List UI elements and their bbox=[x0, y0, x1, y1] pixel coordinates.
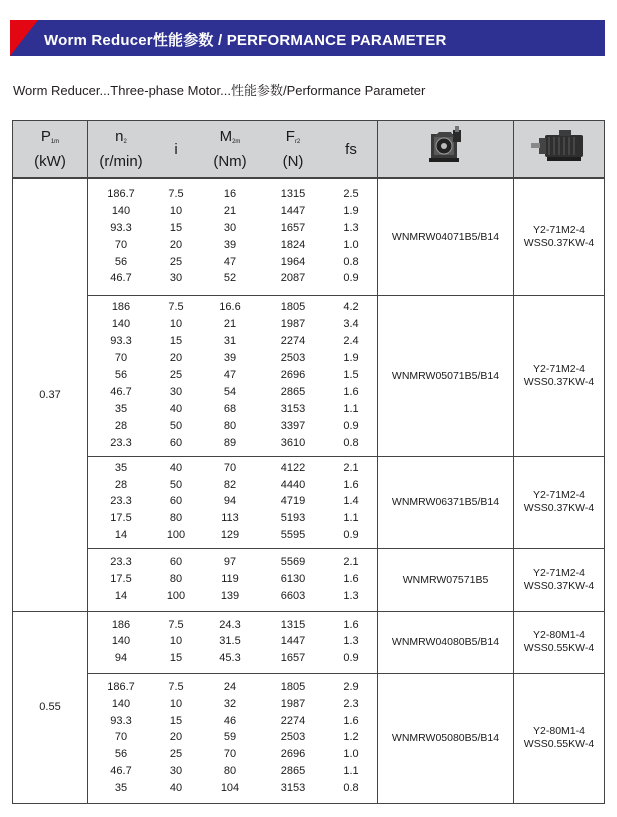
torque-cell: 45.3 bbox=[219, 652, 241, 665]
motor-model-line: WSS0.55KW-4 bbox=[523, 738, 595, 750]
ratio-cell: 7.5 bbox=[168, 680, 184, 693]
torque-cell: 21 bbox=[223, 318, 237, 331]
speed-cell: 70 bbox=[114, 352, 128, 365]
service-factor-cell: 2.1 bbox=[343, 556, 359, 569]
speed-cell: 186 bbox=[111, 301, 131, 314]
torque-cell: 47 bbox=[223, 368, 237, 381]
radial-force-cell: 1447 bbox=[280, 204, 306, 217]
speed-cell: 56 bbox=[114, 255, 128, 268]
table-subtitle: Worm Reducer...Three-phase Motor...性能参数/Performance Parameter bbox=[13, 83, 426, 98]
ratio-cell: 50 bbox=[169, 419, 183, 432]
ratio-cell: 10 bbox=[169, 697, 183, 710]
torque-cell: 46 bbox=[223, 714, 237, 727]
ratio-cell: 20 bbox=[169, 352, 183, 365]
reducer-model-cell: WNMRW06371B5/B14 bbox=[378, 456, 514, 548]
torque-cell: 70 bbox=[223, 748, 237, 761]
torque-cell: 39 bbox=[223, 352, 237, 365]
ratio-cell: 20 bbox=[169, 238, 183, 251]
service-factor-cell: 1.1 bbox=[343, 765, 359, 778]
speed-cell: 70 bbox=[114, 731, 128, 744]
ratio-cell: 7.5 bbox=[168, 618, 184, 631]
table-row bbox=[88, 460, 378, 477]
service-factor-cell: 0.9 bbox=[343, 652, 359, 665]
service-factor-cell: 1.9 bbox=[343, 204, 359, 217]
torque-cell: 113 bbox=[221, 512, 239, 525]
speed-cell: 46.7 bbox=[110, 385, 132, 398]
reducer-model-cell: WNMRW04071B5/B14 bbox=[378, 178, 514, 295]
worm-reducer-icon bbox=[425, 124, 467, 174]
speed-cell: 23.3 bbox=[110, 436, 132, 449]
table-row bbox=[88, 746, 378, 763]
header-motor-image bbox=[514, 121, 605, 179]
speed-cell: 93.3 bbox=[110, 714, 132, 727]
radial-force-cell: 2865 bbox=[280, 765, 306, 778]
torque-cell: 80 bbox=[223, 765, 237, 778]
service-factor-cell: 1.0 bbox=[343, 238, 359, 251]
speed-cell: 35 bbox=[114, 461, 128, 474]
service-factor-cell: 1.0 bbox=[343, 748, 359, 761]
motor-model-line: Y2-71M2-4 bbox=[533, 489, 585, 501]
header-data-columns bbox=[88, 121, 378, 179]
ratio-cell: 60 bbox=[169, 436, 183, 449]
speed-cell: 140 bbox=[111, 635, 131, 648]
motor-model-line: Y2-71M2-4 bbox=[533, 566, 585, 579]
torque-cell: 31 bbox=[223, 335, 237, 348]
reducer-group-row bbox=[13, 548, 605, 611]
radial-force-cell: 3397 bbox=[280, 419, 306, 432]
speed-cell: 35 bbox=[114, 402, 128, 415]
speed-cell: 56 bbox=[114, 368, 128, 381]
reducer-group-row bbox=[13, 456, 605, 548]
performance-values-cell bbox=[88, 673, 378, 803]
service-factor-cell: 0.9 bbox=[343, 529, 359, 542]
motor-model-cell bbox=[514, 178, 605, 295]
table-row bbox=[88, 650, 378, 667]
table-row bbox=[88, 367, 378, 384]
radial-force-cell: 3153 bbox=[280, 402, 306, 415]
torque-cell: 119 bbox=[221, 572, 239, 585]
speed-cell: 17.5 bbox=[110, 512, 132, 525]
motor-model-line: WSS0.37KW-4 bbox=[523, 375, 595, 388]
torque-cell: 30 bbox=[223, 221, 237, 234]
radial-force-cell: 2274 bbox=[280, 714, 306, 727]
header-torque: M2m (Nm) bbox=[213, 127, 247, 170]
radial-force-cell: 2696 bbox=[280, 368, 306, 381]
ratio-cell: 40 bbox=[169, 782, 183, 795]
table-row bbox=[88, 730, 378, 747]
ratio-cell: 40 bbox=[169, 461, 183, 474]
ratio-cell: 40 bbox=[169, 402, 183, 415]
torque-cell: 39 bbox=[223, 238, 237, 251]
radial-force-cell: 1657 bbox=[280, 221, 306, 234]
motor-model-line: Y2-71M2-4 bbox=[533, 362, 585, 375]
electric-motor-icon bbox=[529, 129, 589, 169]
torque-cell: 139 bbox=[220, 589, 240, 602]
radial-force-cell: 2087 bbox=[280, 272, 306, 285]
table-row bbox=[88, 350, 378, 367]
radial-force-cell: 5595 bbox=[280, 529, 306, 542]
torque-cell: 80 bbox=[223, 419, 237, 432]
radial-force-cell: 4122 bbox=[280, 461, 306, 474]
table-row bbox=[88, 780, 378, 797]
table-row bbox=[88, 510, 378, 527]
radial-force-cell: 2503 bbox=[280, 731, 306, 744]
ratio-cell: 20 bbox=[169, 731, 183, 744]
speed-cell: 70 bbox=[114, 238, 128, 251]
ratio-cell: 60 bbox=[169, 495, 183, 508]
ratio-cell: 80 bbox=[169, 512, 183, 525]
torque-cell: 24 bbox=[223, 680, 237, 693]
table-row bbox=[88, 220, 378, 237]
ratio-cell: 10 bbox=[169, 318, 183, 331]
speed-cell: 23.3 bbox=[110, 495, 132, 508]
ratio-cell: 60 bbox=[169, 556, 183, 569]
ratio-cell: 15 bbox=[169, 714, 183, 727]
torque-cell: 21 bbox=[223, 204, 237, 217]
service-factor-cell: 2.4 bbox=[343, 335, 359, 348]
ratio-cell: 25 bbox=[169, 368, 183, 381]
ratio-cell: 10 bbox=[169, 204, 183, 217]
torque-cell: 82 bbox=[223, 478, 237, 491]
performance-table bbox=[12, 120, 605, 804]
service-factor-cell: 1.3 bbox=[343, 589, 359, 602]
radial-force-cell: 2503 bbox=[280, 352, 306, 365]
header-red-accent bbox=[10, 20, 38, 56]
table-row bbox=[88, 554, 378, 571]
torque-cell: 52 bbox=[223, 272, 237, 285]
torque-cell: 16.6 bbox=[219, 301, 241, 314]
radial-force-cell: 6130 bbox=[280, 572, 306, 585]
table-row bbox=[88, 617, 378, 634]
service-factor-cell: 4.2 bbox=[343, 301, 359, 314]
ratio-cell: 7.5 bbox=[168, 301, 184, 314]
radial-force-cell: 4719 bbox=[280, 495, 306, 508]
service-factor-cell: 0.9 bbox=[343, 419, 359, 432]
service-factor-cell: 2.9 bbox=[343, 680, 359, 693]
motor-model-line: WSS0.37KW-4 bbox=[523, 236, 595, 249]
table-row bbox=[88, 316, 378, 333]
service-factor-cell: 1.3 bbox=[343, 221, 359, 234]
motor-model-cell bbox=[514, 295, 605, 456]
ratio-cell: 10 bbox=[169, 635, 183, 648]
motor-model-line: WSS0.55KW-4 bbox=[523, 642, 595, 654]
speed-cell: 17.5 bbox=[110, 572, 132, 585]
torque-cell: 32 bbox=[223, 697, 237, 710]
speed-cell: 186.7 bbox=[107, 188, 135, 201]
ratio-cell: 100 bbox=[166, 529, 186, 542]
table-row bbox=[88, 679, 378, 696]
radial-force-cell: 1447 bbox=[280, 635, 306, 648]
speed-cell: 140 bbox=[111, 697, 131, 710]
service-factor-cell: 1.4 bbox=[343, 495, 359, 508]
performance-values-list bbox=[88, 617, 378, 668]
ratio-cell: 7.5 bbox=[168, 188, 184, 201]
radial-force-cell: 2865 bbox=[280, 385, 306, 398]
motor-model-line: WSS0.37KW-4 bbox=[523, 502, 595, 514]
table-row bbox=[88, 588, 378, 605]
motor-model-line: WSS0.37KW-4 bbox=[523, 579, 595, 592]
torque-cell: 129 bbox=[220, 529, 240, 542]
performance-values-list bbox=[88, 679, 378, 797]
speed-cell: 35 bbox=[114, 782, 128, 795]
service-factor-cell: 0.9 bbox=[343, 272, 359, 285]
reducer-model-cell: WNMRW05080B5/B14 bbox=[378, 673, 514, 803]
speed-cell: 93.3 bbox=[110, 335, 132, 348]
service-factor-cell: 0.8 bbox=[343, 255, 359, 268]
service-factor-cell: 2.5 bbox=[343, 188, 359, 201]
table-row bbox=[88, 237, 378, 254]
torque-cell: 104 bbox=[220, 782, 240, 795]
performance-values-cell bbox=[88, 456, 378, 548]
header-power: P1m (kW) bbox=[13, 121, 88, 179]
table-row bbox=[88, 696, 378, 713]
table-row bbox=[88, 299, 378, 316]
table-row bbox=[88, 333, 378, 350]
radial-force-cell: 1657 bbox=[280, 652, 306, 665]
ratio-cell: 30 bbox=[169, 765, 183, 778]
service-factor-cell: 2.3 bbox=[343, 697, 359, 710]
power-cell: 0.37 bbox=[13, 178, 88, 611]
table-row bbox=[88, 203, 378, 220]
service-factor-cell: 1.6 bbox=[343, 572, 359, 585]
service-factor-cell: 1.6 bbox=[343, 478, 359, 491]
speed-cell: 14 bbox=[114, 589, 128, 602]
table-row bbox=[88, 571, 378, 588]
header-reducer-image bbox=[378, 121, 514, 179]
service-factor-cell: 1.9 bbox=[343, 352, 359, 365]
reducer-group-row bbox=[13, 295, 605, 456]
torque-cell: 59 bbox=[223, 731, 237, 744]
service-factor-cell: 1.2 bbox=[343, 731, 359, 744]
performance-values-list bbox=[88, 460, 378, 544]
torque-cell: 89 bbox=[223, 436, 237, 449]
torque-cell: 31.5 bbox=[219, 635, 241, 648]
table-header-row bbox=[13, 121, 605, 179]
service-factor-cell: 1.1 bbox=[343, 402, 359, 415]
service-factor-cell: 1.3 bbox=[343, 635, 359, 648]
radial-force-cell: 6603 bbox=[280, 589, 306, 602]
radial-force-cell: 2274 bbox=[280, 335, 306, 348]
radial-force-cell: 1964 bbox=[280, 255, 306, 268]
speed-cell: 56 bbox=[114, 748, 128, 761]
service-factor-cell: 0.8 bbox=[343, 436, 359, 449]
ratio-cell: 80 bbox=[169, 572, 183, 585]
table-row bbox=[88, 634, 378, 651]
service-factor-cell: 2.1 bbox=[343, 461, 359, 474]
motor-model-line: Y2-80M1-4 bbox=[533, 629, 585, 641]
service-factor-cell: 1.5 bbox=[343, 368, 359, 381]
header-service-factor: fs bbox=[345, 140, 357, 158]
table-row bbox=[88, 418, 378, 435]
service-factor-cell: 1.6 bbox=[343, 385, 359, 398]
service-factor-cell: 1.6 bbox=[343, 714, 359, 727]
radial-force-cell: 2696 bbox=[280, 748, 306, 761]
torque-cell: 97 bbox=[223, 556, 237, 569]
speed-cell: 23.3 bbox=[110, 556, 132, 569]
torque-cell: 94 bbox=[223, 495, 237, 508]
speed-cell: 94 bbox=[114, 652, 128, 665]
radial-force-cell: 1315 bbox=[280, 618, 306, 631]
table-row bbox=[88, 477, 378, 494]
performance-values-cell bbox=[88, 548, 378, 611]
speed-cell: 186.7 bbox=[107, 680, 135, 693]
performance-values-cell bbox=[88, 611, 378, 673]
header-radial-force: Fr2 (N) bbox=[282, 127, 304, 170]
table-row bbox=[88, 384, 378, 401]
ratio-cell: 15 bbox=[169, 652, 183, 665]
radial-force-cell: 3610 bbox=[280, 436, 306, 449]
reducer-model-cell: WNMRW05071B5/B14 bbox=[378, 295, 514, 456]
speed-cell: 46.7 bbox=[110, 765, 132, 778]
reducer-model-cell: WNMRW07571B5 bbox=[378, 548, 514, 611]
ratio-cell: 25 bbox=[169, 748, 183, 761]
reducer-group-row bbox=[13, 178, 605, 295]
speed-cell: 140 bbox=[111, 204, 131, 217]
table-row bbox=[88, 527, 378, 544]
table-row bbox=[88, 713, 378, 730]
reducer-group-row bbox=[13, 673, 605, 803]
speed-cell: 93.3 bbox=[110, 221, 132, 234]
ratio-cell: 50 bbox=[169, 478, 183, 491]
table-row bbox=[88, 401, 378, 418]
speed-cell: 186 bbox=[111, 618, 131, 631]
table-row bbox=[88, 271, 378, 288]
ratio-cell: 100 bbox=[166, 589, 186, 602]
performance-values-list bbox=[88, 554, 378, 605]
torque-cell: 68 bbox=[223, 402, 237, 415]
ratio-cell: 30 bbox=[169, 272, 183, 285]
motor-model-cell bbox=[514, 548, 605, 611]
torque-cell: 16 bbox=[223, 188, 237, 201]
torque-cell: 24.3 bbox=[219, 618, 241, 631]
performance-values-cell bbox=[88, 295, 378, 456]
table-row bbox=[88, 254, 378, 271]
radial-force-cell: 5569 bbox=[280, 556, 306, 569]
service-factor-cell: 1.6 bbox=[343, 618, 359, 631]
performance-values-cell bbox=[88, 178, 378, 295]
speed-cell: 28 bbox=[114, 419, 128, 432]
reducer-model-cell: WNMRW04080B5/B14 bbox=[378, 611, 514, 673]
speed-cell: 28 bbox=[114, 478, 128, 491]
torque-cell: 54 bbox=[223, 385, 237, 398]
speed-cell: 46.7 bbox=[110, 272, 132, 285]
radial-force-cell: 1805 bbox=[280, 680, 306, 693]
motor-model-cell bbox=[514, 611, 605, 673]
service-factor-cell: 0.8 bbox=[343, 782, 359, 795]
torque-cell: 47 bbox=[223, 255, 237, 268]
speed-cell: 140 bbox=[111, 318, 131, 331]
radial-force-cell: 1987 bbox=[280, 697, 306, 710]
radial-force-cell: 1824 bbox=[280, 238, 306, 251]
power-cell: 0.55 bbox=[13, 611, 88, 803]
motor-model-cell bbox=[514, 456, 605, 548]
motor-model-line: Y2-71M2-4 bbox=[533, 223, 585, 236]
performance-values-list bbox=[88, 186, 378, 287]
motor-model-cell bbox=[514, 673, 605, 803]
service-factor-cell: 3.4 bbox=[343, 318, 359, 331]
service-factor-cell: 1.1 bbox=[343, 512, 359, 525]
header-speed: n2 (r/min) bbox=[99, 127, 143, 170]
radial-force-cell: 1987 bbox=[280, 318, 306, 331]
motor-model-line: Y2-80M1-4 bbox=[533, 725, 585, 737]
section-title: Worm Reducer性能参数 / PERFORMANCE PARAMETER bbox=[44, 32, 447, 49]
ratio-cell: 30 bbox=[169, 385, 183, 398]
torque-cell: 70 bbox=[223, 461, 237, 474]
speed-cell: 14 bbox=[114, 529, 128, 542]
ratio-cell: 25 bbox=[169, 255, 183, 268]
radial-force-cell: 1805 bbox=[280, 301, 306, 314]
table-row bbox=[88, 435, 378, 452]
section-header-band bbox=[10, 20, 605, 56]
table-row bbox=[88, 494, 378, 511]
ratio-cell: 15 bbox=[169, 221, 183, 234]
header-ratio: i bbox=[174, 140, 178, 158]
radial-force-cell: 5193 bbox=[280, 512, 306, 525]
radial-force-cell: 1315 bbox=[280, 188, 306, 201]
table-row bbox=[88, 186, 378, 203]
radial-force-cell: 3153 bbox=[280, 782, 306, 795]
ratio-cell: 15 bbox=[169, 335, 183, 348]
performance-values-list bbox=[88, 299, 378, 451]
radial-force-cell: 4440 bbox=[280, 478, 306, 491]
reducer-group-row bbox=[13, 611, 605, 673]
table-row bbox=[88, 763, 378, 780]
